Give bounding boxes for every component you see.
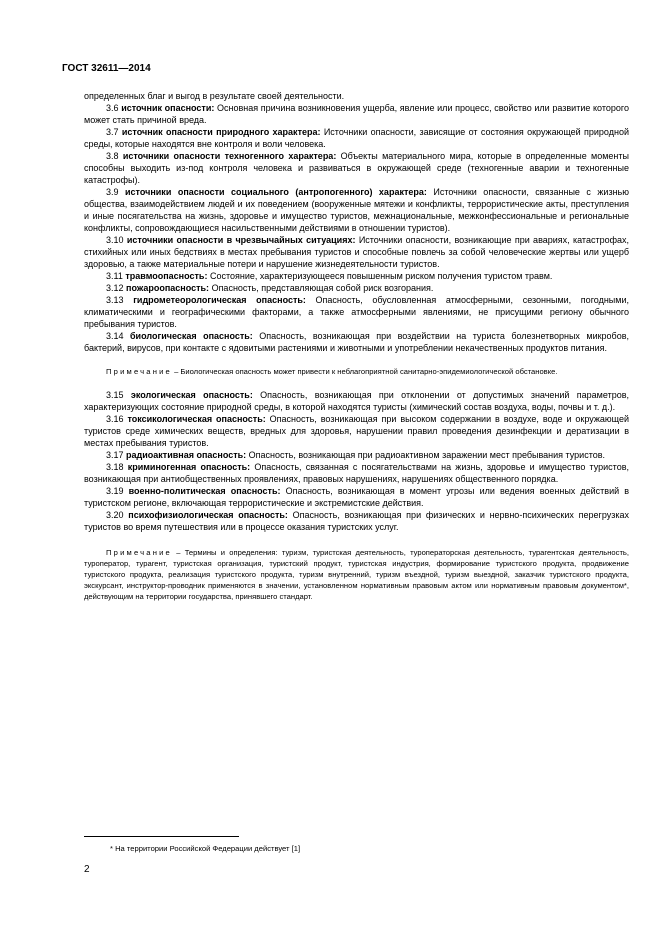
footnote: * На территории Российской Федерации действует [1]	[110, 844, 301, 853]
term: источник опасности природного характера:	[121, 127, 321, 137]
clause-number: 3.7	[106, 127, 119, 137]
term: экологическая опасность:	[130, 390, 253, 400]
term: пожароопасность:	[126, 283, 210, 293]
term: источники опасности социального (антропогенного) характера:	[125, 187, 427, 197]
clause-number: 3.20	[106, 510, 124, 520]
definition-3-20	[84, 509, 629, 533]
definition-3-13	[84, 294, 629, 330]
clause-number: 3.12	[106, 283, 124, 293]
note-biological	[84, 366, 629, 377]
note-label: Примечание	[106, 548, 172, 557]
document-code: ГОСТ 32611—2014	[62, 63, 151, 74]
note-terms	[84, 547, 629, 602]
definition-3-16	[84, 413, 629, 449]
definition-text: Опасность, связанная с посягательствами на жизнь, здоровье и имущество туристов, возникающая при антиобщественных проявлениях, правовых нарушениях, нарушениях общественного порядка.	[84, 462, 629, 484]
definition-text: Опасность, обусловленная атмосферными, сезонными, погодными, климатическими и географическими факторами, а также атмосферными явлениями, не присущими региону обычного пребывания туристов.	[84, 295, 629, 329]
clause-number: 3.13	[106, 295, 124, 305]
definition-3-19	[84, 485, 629, 509]
definition-text: Объекты материального мира, которые в определенные моменты способны выходить из-под контроля человека и развиваться в окружающей среде (техногенные аварии и техногенные катастрофы).	[84, 151, 629, 185]
term: источники опасности в чрезвычайных ситуациях:	[126, 235, 356, 245]
clause-number: 3.17	[106, 450, 124, 460]
note-label: Примечание	[106, 367, 172, 376]
clause-number: 3.14	[106, 331, 124, 341]
definition-3-8	[84, 150, 629, 186]
clause-number: 3.15	[106, 390, 124, 400]
clause-number: 3.19	[106, 486, 124, 496]
definition-text: Опасность, возникающая при отклонении от допустимых значений параметров, характеризующих состояние природной среды, в которой находятся туристы (химический состав воздуха, воды, почвы и т. д.).	[84, 390, 629, 412]
definition-3-18	[84, 461, 629, 485]
definition-text: Состояние, характеризующееся повышенным риском получения туристом травм.	[207, 271, 553, 281]
definition-text: Источники опасности, зависящие от состояния окружающей природной среды, которые находятся вне контроля и воли человека.	[84, 127, 629, 149]
definition-text: Опасность, возникающая при радиоактивном заражении мест пребывания туристов.	[246, 450, 605, 460]
definition-text: Опасность, возникающая при высоком содержании в воздухе, воде и окружающей туристов среде химических веществ, вредных для здоровья, нарушении правил проведения дезинфекции и дератизации в местах пребывания туристов.	[84, 414, 629, 448]
definition-text: Опасность, возникающая в момент угрозы или ведения военных действий в туристском регионе, включающая террористические и экстремистские действия.	[84, 486, 629, 508]
definition-text: Опасность, представляющая собой риск возгорания.	[209, 283, 434, 293]
term: биологическая опасность:	[130, 331, 253, 341]
term: токсикологическая опасность:	[127, 414, 266, 424]
term: источники опасности техногенного характера:	[122, 151, 337, 161]
definition-text: Опасность, возникающая при физических и нервно-психических перегрузках туристов во время путешествия или в процессе оказания туристских услуг.	[84, 510, 629, 532]
definition-text: Источники опасности, возникающие при авариях, катастрофах, стихийных или иных бедствиях в местах пребывания туристов и способные повлечь за собой человеческие жертвы или ущерб здоровью, а также материальные потери и нарушение жизнедеятельности туристов.	[84, 235, 630, 269]
definition-text: Основная причина возникновения ущерба, явление или процесс, свойство или развитие которого может стать причиной вреда.	[84, 103, 629, 125]
term: гидрометеорологическая опасность:	[133, 295, 306, 305]
clause-number: 3.10	[106, 235, 124, 245]
term: травмоопасность:	[125, 271, 208, 281]
term: радиоактивная опасность:	[126, 450, 247, 460]
definition-3-9	[84, 186, 629, 234]
term: психофизиологическая опасность:	[128, 510, 288, 520]
page-body	[84, 90, 629, 602]
term: криминогенная опасность:	[127, 462, 251, 472]
clause-number: 3.9	[106, 187, 119, 197]
definition-3-17	[84, 449, 629, 461]
paragraph-continuation	[84, 90, 629, 102]
clause-number: 3.16	[106, 414, 124, 424]
clause-number: 3.18	[106, 462, 124, 472]
paragraph-text: определенных благ и выгод в результате своей деятельности.	[84, 91, 345, 101]
note-text: – Термины и определения: туризм, туристская деятельность, туроператорская деятельность, турагентская деятельность, туроператор, турагент, туристская организация, туристский продукт, туристская индустрия, формирование туристского продукта, продвижение туристского продукта, реализация туристского продукта, туризм внутренний, туризм въездной, туризм выездной, заказчик туристского продукта, экскурсант, инструктор-проводник применяются в значении, установленном нормативным правовым актом или нормативным правовым документом*, действующим на территории государства, принявшего стандарт.	[84, 548, 629, 601]
definition-3-6	[84, 102, 629, 126]
clause-number: 3.8	[106, 151, 119, 161]
note-text: – Биологическая опасность может привести к неблагоприятной санитарно-эпидемиологической обстановке.	[171, 367, 558, 376]
term: военно-политическая опасность:	[128, 486, 281, 496]
term: источник опасности:	[121, 103, 215, 113]
page-number: 2	[84, 864, 90, 875]
definition-3-12	[84, 282, 629, 294]
footnote-divider	[84, 836, 239, 837]
definition-3-10	[84, 234, 629, 270]
definition-text: Опасность, возникающая при воздействии на туриста болезнетворных микробов, бактерий, вирусов, при контакте с ядовитыми растениями и животными и употреблении некачественных продуктов питания.	[84, 331, 629, 353]
definition-3-14	[84, 330, 629, 354]
definition-3-7	[84, 126, 629, 150]
clause-number: 3.11	[106, 271, 123, 281]
definition-3-11	[84, 270, 629, 282]
definition-text: Источники опасности, связанные с жизнью общества, взаимодействием людей и их поведением (вооруженные мятежи и конфликты, террористические акты, преступления и иные посягательства на жизнь, здоровье и имущество туристов, межнациональные, межконфессиональные и региональные конфликты, сопровождающиеся насильственными действиями в отношении туристов).	[84, 187, 629, 233]
definition-3-15	[84, 389, 629, 413]
clause-number: 3.6	[106, 103, 119, 113]
